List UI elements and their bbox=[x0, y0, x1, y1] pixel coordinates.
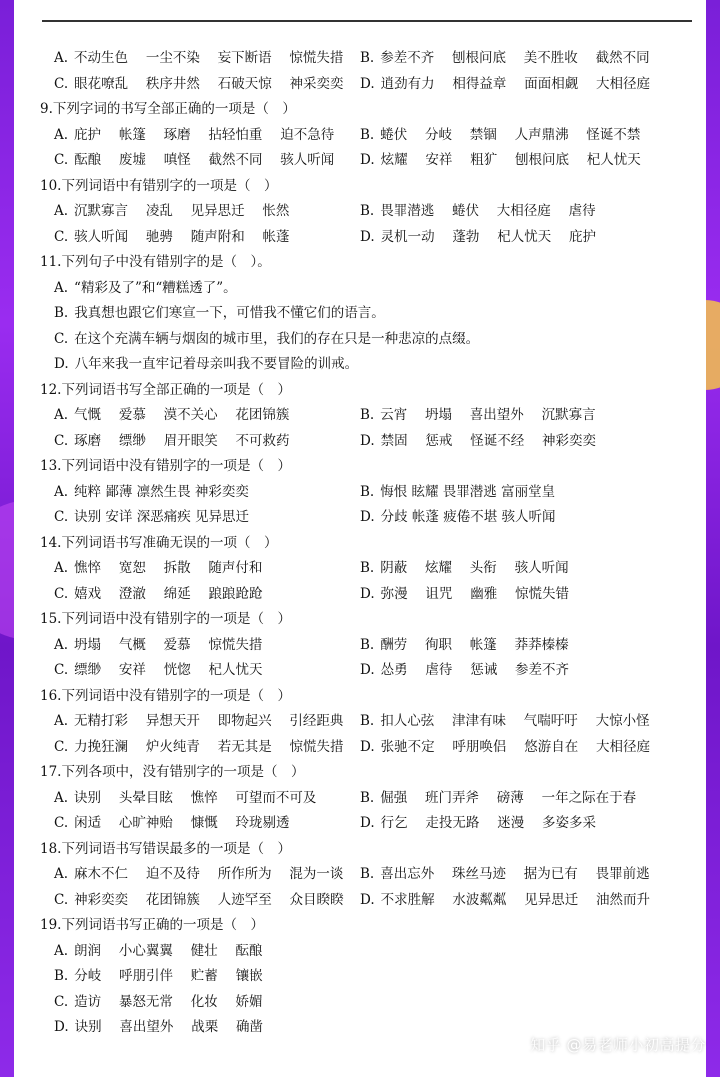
option-label: C. bbox=[54, 75, 69, 92]
option-label: D. bbox=[360, 75, 375, 92]
answer-option bbox=[360, 505, 556, 531]
option-label: B. bbox=[360, 50, 375, 66]
answer-option bbox=[360, 403, 596, 429]
answer-option bbox=[54, 123, 334, 149]
answer-option bbox=[54, 327, 479, 353]
option-text: 坍塌 气概 爱慕 惊慌失措 bbox=[74, 636, 263, 653]
option-text: 朗润 小心翼翼 健壮 酝酿 bbox=[74, 942, 263, 959]
option-text: 造访 暴怒无常 化妆 娇媚 bbox=[74, 993, 263, 1010]
option-text: 云宵 坍塌 喜出望外 沉默寡言 bbox=[380, 407, 596, 423]
option-row bbox=[40, 964, 700, 990]
option-row bbox=[40, 480, 700, 506]
answer-option bbox=[54, 225, 290, 251]
option-text: 张驰不定 呼朋唤侣 悠游自在 大相径庭 bbox=[380, 738, 651, 755]
question-title: 16.下列词语中没有错别字的一项是（ ） bbox=[40, 687, 291, 704]
option-label: A. bbox=[54, 789, 69, 806]
option-label: D. bbox=[54, 1019, 69, 1035]
answer-option bbox=[54, 148, 334, 174]
answer-option bbox=[54, 735, 344, 761]
option-label: D. bbox=[360, 509, 375, 525]
option-text: 纯粹 鄙薄 凛然生畏 神彩奕奕 bbox=[74, 483, 249, 500]
option-text: 酬劳 徇职 帐篷 莽莽榛榛 bbox=[380, 636, 569, 653]
option-text: 诀别 喜出望外 战栗 确凿 bbox=[74, 1019, 264, 1035]
option-text: 嬉戏 澄澈 绵延 踉踉跄跄 bbox=[74, 585, 263, 602]
option-label: C. bbox=[54, 993, 69, 1010]
answer-option bbox=[54, 1015, 263, 1041]
option-label: A. bbox=[54, 483, 69, 500]
option-row bbox=[40, 123, 700, 149]
answer-option bbox=[360, 148, 641, 174]
option-label: B. bbox=[360, 789, 375, 806]
answer-option bbox=[54, 658, 263, 684]
option-text: 酝酿 废墟 嗔怪 截然不同 骇人听闻 bbox=[74, 152, 335, 168]
option-text: 缥缈 安祥 恍惚 杞人忧天 bbox=[74, 662, 263, 678]
option-label: A. bbox=[54, 203, 69, 219]
option-label: A. bbox=[54, 407, 69, 423]
option-text: 神彩奕奕 花团锦簇 人迹罕至 众目睽睽 bbox=[74, 891, 344, 908]
option-label: D. bbox=[360, 738, 375, 755]
answer-option bbox=[54, 964, 263, 990]
option-text: 不动生色 一尘不染 妄下断语 惊慌失措 bbox=[74, 50, 344, 66]
option-label: C. bbox=[54, 662, 69, 678]
answer-option bbox=[54, 352, 358, 378]
answer-option bbox=[54, 888, 344, 914]
answer-option bbox=[360, 123, 640, 149]
option-text: 弥漫 诅咒 幽雅 惊慌失错 bbox=[380, 585, 570, 602]
option-text: 在这个充满车辆与烟囱的城市里，我们的存在只是一种悲凉的点缀。 bbox=[74, 330, 480, 347]
answer-option bbox=[54, 811, 290, 837]
option-text: 参差不齐 刨根问底 美不胜收 截然不同 bbox=[380, 50, 650, 66]
option-label: C. bbox=[54, 509, 69, 525]
option-row bbox=[40, 352, 700, 378]
option-label: B. bbox=[360, 713, 375, 729]
answer-option bbox=[54, 990, 263, 1016]
option-text: 行乞 走投无路 迷漫 多姿多采 bbox=[380, 815, 597, 831]
option-label: D. bbox=[360, 662, 375, 678]
option-row bbox=[40, 429, 700, 455]
option-text: 灵机一动 蓬勃 杞人忧天 庇护 bbox=[380, 228, 597, 245]
question-title: 19.下列词语书写正确的一项是（ ） bbox=[40, 917, 264, 933]
question-title: 17.下列各项中，没有错别字的一项是（ ） bbox=[40, 764, 305, 780]
option-text: 蜷伏 分岐 禁锢 人声鼎沸 怪诞不禁 bbox=[380, 126, 641, 143]
option-text: 悔恨 眩耀 畏罪潜逃 富丽堂皇 bbox=[380, 483, 556, 500]
answer-option bbox=[54, 301, 385, 327]
option-text: 沉默寡言 凌乱 见异思迁 怅然 bbox=[74, 203, 290, 219]
option-label: D. bbox=[360, 815, 375, 831]
option-label: C. bbox=[54, 330, 69, 347]
answer-option bbox=[54, 633, 262, 659]
option-row bbox=[40, 505, 700, 531]
option-label: C. bbox=[54, 585, 69, 602]
option-text: 诀别 头晕目眩 憔悴 可望而不可及 bbox=[74, 789, 317, 806]
option-row bbox=[40, 301, 700, 327]
option-text: 禁固 惩戒 怪诞不经 神彩奕奕 bbox=[380, 432, 597, 449]
option-text: 畏罪潜逃 蜷伏 大相径庭 虐待 bbox=[380, 203, 596, 219]
option-row bbox=[40, 709, 700, 735]
answer-option bbox=[360, 582, 569, 608]
answer-option bbox=[54, 939, 262, 965]
option-text: 扣人心弦 津津有味 气喘吁吁 大惊小怪 bbox=[380, 713, 650, 729]
option-label: B. bbox=[360, 407, 375, 423]
option-label: D. bbox=[360, 891, 375, 908]
option-label: A. bbox=[54, 942, 69, 959]
option-text: 炫耀 安祥 粗犷 刨根问底 杞人忧天 bbox=[380, 152, 641, 168]
option-text: 骇人听闻 驰骋 随声附和 帐蓬 bbox=[74, 228, 290, 245]
answer-option bbox=[54, 403, 289, 429]
option-label: B. bbox=[360, 560, 375, 576]
option-row bbox=[40, 888, 700, 914]
option-label: B. bbox=[54, 968, 69, 984]
option-text: 阴蔽 炫耀 头衔 骇人听闻 bbox=[380, 560, 569, 576]
option-text: 力挽狂澜 炉火纯青 若无其是 惊慌失措 bbox=[74, 738, 344, 755]
question-list bbox=[40, 46, 700, 1041]
option-row bbox=[40, 939, 700, 965]
answer-option bbox=[54, 505, 249, 531]
option-label: B. bbox=[54, 305, 69, 321]
question-title: 11.下列句子中没有错别字的是（ ）。 bbox=[40, 254, 271, 270]
option-row bbox=[40, 990, 700, 1016]
answer-option bbox=[360, 72, 650, 98]
option-row bbox=[40, 786, 700, 812]
option-label: B. bbox=[360, 866, 375, 882]
option-row bbox=[40, 199, 700, 225]
answer-option bbox=[360, 709, 650, 735]
option-text: 分岐 呼朋引伴 贮蓄 镶嵌 bbox=[74, 968, 263, 984]
option-row bbox=[40, 225, 700, 251]
option-label: A. bbox=[54, 636, 69, 653]
option-label: C. bbox=[54, 738, 69, 755]
option-row bbox=[40, 862, 700, 888]
answer-option bbox=[54, 709, 343, 735]
option-text: 气慨 爱慕 漠不关心 花团锦簇 bbox=[74, 407, 290, 423]
option-label: C. bbox=[54, 432, 69, 449]
option-label: A. bbox=[54, 866, 69, 882]
answer-option bbox=[360, 786, 636, 812]
answer-option bbox=[360, 862, 650, 888]
option-label: B. bbox=[360, 483, 375, 500]
question-title: 13.下列词语中没有错别字的一项是（ ） bbox=[40, 458, 291, 474]
option-label: B. bbox=[360, 203, 375, 219]
answer-option bbox=[54, 46, 343, 72]
option-row bbox=[40, 276, 700, 302]
option-text: “精彩及了”和“糟糕透了”。 bbox=[74, 279, 237, 296]
answer-option bbox=[54, 72, 344, 98]
question-title: 18.下列词语书写错误最多的一项是（ ） bbox=[40, 840, 291, 857]
option-row bbox=[40, 403, 700, 429]
answer-option bbox=[360, 811, 596, 837]
option-label: A. bbox=[54, 126, 69, 143]
option-row bbox=[40, 735, 700, 761]
answer-option bbox=[54, 862, 343, 888]
watermark: 知乎 @易老师小初高提分 bbox=[530, 1036, 706, 1054]
answer-option bbox=[360, 735, 650, 761]
option-row bbox=[40, 46, 700, 72]
option-label: D. bbox=[360, 152, 375, 168]
option-text: 喜出忘外 珠丝马迹 据为已有 畏罪前逃 bbox=[380, 866, 650, 882]
option-row bbox=[40, 72, 700, 98]
option-text: 眼花嘹乱 秩序井然 石破天惊 神采奕奕 bbox=[74, 75, 344, 92]
question-title: 15.下列词语中没有错别字的一项是（ ） bbox=[40, 611, 291, 627]
option-text: 琢磨 缥缈 眉开眼笑 不可救药 bbox=[74, 432, 290, 449]
question-title: 14.下列词语书写准确无误的一项（ ） bbox=[40, 534, 278, 551]
option-row bbox=[40, 633, 700, 659]
option-text: 诀别 安详 深恶痛疾 见异思迁 bbox=[74, 509, 250, 525]
option-label: B. bbox=[360, 636, 375, 653]
answer-option bbox=[54, 556, 262, 582]
answer-option bbox=[54, 429, 290, 455]
option-label: C. bbox=[54, 152, 69, 168]
option-label: B. bbox=[360, 126, 375, 143]
option-text: 庇护 帐篷 琢磨 拈轻怕重 迫不急待 bbox=[74, 126, 335, 143]
answer-option bbox=[54, 276, 237, 302]
option-label: D. bbox=[360, 432, 375, 449]
answer-option bbox=[360, 199, 596, 225]
worksheet-page bbox=[14, 0, 706, 1077]
option-label: C. bbox=[54, 891, 69, 908]
option-label: A. bbox=[54, 50, 69, 66]
option-row bbox=[40, 582, 700, 608]
option-row bbox=[40, 658, 700, 684]
option-label: A. bbox=[54, 279, 69, 296]
option-label: C. bbox=[54, 228, 69, 245]
option-label: D. bbox=[360, 228, 375, 245]
option-text: 怂勇 虐待 惩诫 参差不齐 bbox=[380, 662, 570, 678]
question-title: 12.下列词语书写全部正确的一项是（ ） bbox=[40, 381, 291, 398]
option-text: 麻木不仁 迫不及待 所作所为 混为一谈 bbox=[74, 866, 344, 882]
answer-option bbox=[360, 46, 650, 72]
answer-option bbox=[360, 480, 555, 506]
answer-option bbox=[360, 633, 569, 659]
option-text: 分歧 帐蓬 疲倦不堪 骇人听闻 bbox=[380, 509, 556, 525]
option-label: C. bbox=[54, 815, 69, 831]
option-text: 倔强 班门弄斧 磅薄 一年之际在于春 bbox=[380, 789, 637, 806]
option-text: 闲适 心旷神贻 慷慨 玲珑剔透 bbox=[74, 815, 290, 831]
option-row bbox=[40, 148, 700, 174]
answer-option bbox=[54, 199, 289, 225]
option-text: 逍劲有力 相得益章 面面相觑 大相径庭 bbox=[380, 75, 651, 92]
option-label: A. bbox=[54, 560, 69, 576]
answer-option bbox=[360, 429, 596, 455]
answer-option bbox=[360, 556, 569, 582]
answer-option bbox=[360, 888, 650, 914]
question-title: 9.下列字词的书写全部正确的一项是（ ） bbox=[40, 101, 296, 117]
answer-option bbox=[54, 582, 263, 608]
option-label: D. bbox=[360, 585, 375, 602]
answer-option bbox=[360, 225, 596, 251]
option-text: 八年来我一直牢记着母亲叫我不要冒险的训戒。 bbox=[74, 356, 359, 372]
option-row bbox=[40, 811, 700, 837]
option-label: D. bbox=[54, 356, 69, 372]
answer-option bbox=[360, 658, 569, 684]
header-rule bbox=[42, 20, 692, 22]
option-label: A. bbox=[54, 713, 69, 729]
question-title: 10.下列词语中有错别字的一项是（ ） bbox=[40, 177, 278, 194]
option-text: 无精打彩 异想天开 即物起兴 引经距典 bbox=[74, 713, 344, 729]
option-text: 我真想也跟它们寒宣一下，可惜我不懂它们的语言。 bbox=[74, 305, 385, 321]
answer-option bbox=[54, 480, 249, 506]
option-row bbox=[40, 556, 700, 582]
option-row bbox=[40, 327, 700, 353]
answer-option bbox=[54, 786, 316, 812]
option-text: 不求胜解 水波粼粼 见异思迁 油然而升 bbox=[380, 891, 651, 908]
option-text: 憔悴 宽恕 拆散 随声付和 bbox=[74, 560, 263, 576]
